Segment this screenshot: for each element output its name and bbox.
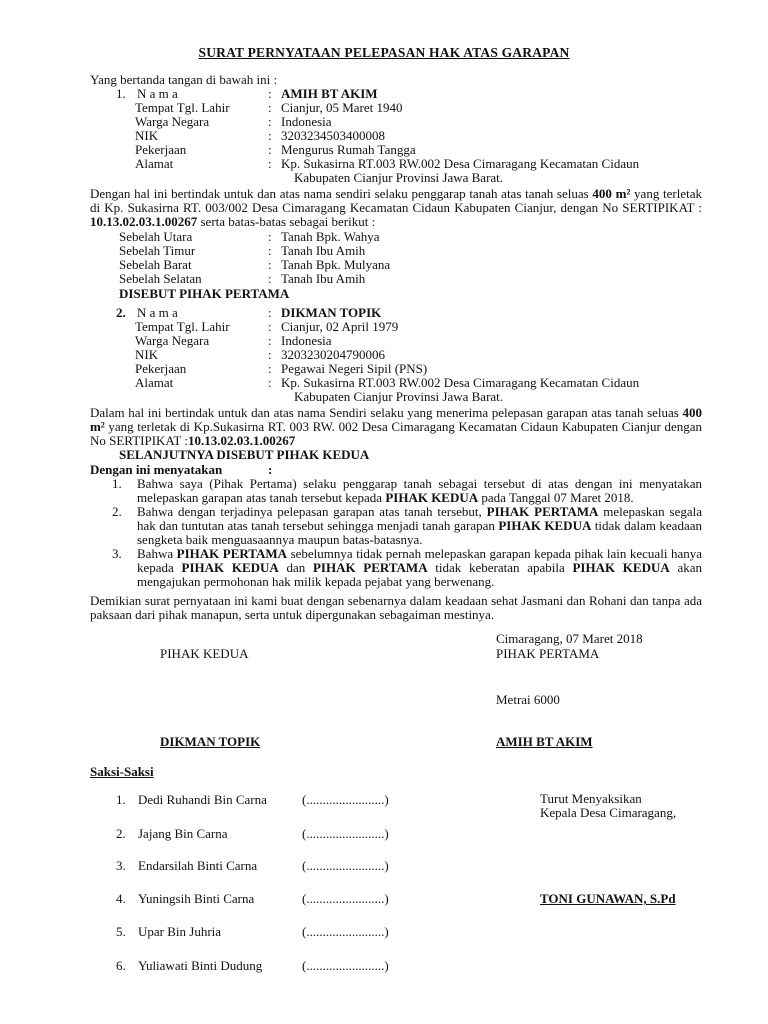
colon: : — [268, 100, 272, 115]
statements-heading: Dengan ini menyatakan — [90, 462, 223, 477]
party2-birth-value: Cianjur, 02 April 1979 — [281, 319, 399, 334]
witness-signature-line: (........................) — [302, 891, 389, 906]
party2-nationality-label: Warga Negara — [135, 333, 210, 348]
party1-birth-label: Tempat Tgl. Lahir — [135, 100, 230, 115]
colon: : — [268, 86, 272, 101]
colon: : — [268, 243, 272, 258]
party2-birth-label: Tempat Tgl. Lahir — [135, 319, 230, 334]
witness-name: Dedi Ruhandi Bin Carna — [138, 792, 267, 807]
witness-number: 4. — [116, 891, 126, 906]
party2-name-label: N a m a — [137, 305, 178, 320]
party1-number: 1. — [116, 86, 126, 101]
stamp-note: Metrai 6000 — [496, 692, 560, 707]
statement-number: 1. — [112, 476, 122, 491]
party1-designation: DISEBUT PIHAK PERTAMA — [119, 286, 290, 301]
witness-name: Yuningsih Binti Carna — [138, 891, 255, 906]
party1-name-label: N a m a — [137, 86, 178, 101]
village-head-name: TONI GUNAWAN, S.Pd — [540, 891, 676, 906]
party1-address-value: Kp. Sukasirna RT.003 RW.002 Desa Cimaragang Kecamatan Cidaun — [281, 156, 640, 171]
border-west-label: Sebelah Barat — [119, 257, 192, 272]
party1-nik-value: 3203234503400008 — [281, 128, 385, 143]
colon: : — [268, 156, 272, 171]
border-south-value: Tanah Ibu Amih — [281, 271, 366, 286]
colon: : — [268, 271, 272, 286]
statement-2: Bahwa dengan terjadinya pelepasan garapan atas tanah tersebut, PIHAK PERTAMA melepaskan segala hak dan tuntutan atas tanah tersebut sehingga menjadi tanah garapan PIHAK KEDUA tidak dalam keadaan sengketa baik menguasaannya maupun batas-batasnya. — [137, 504, 702, 547]
party2-designation: SELANJUTNYA DISEBUT PIHAK KEDUA — [119, 447, 370, 462]
colon: : — [268, 128, 272, 143]
border-north-value: Tanah Bpk. Wahya — [281, 229, 380, 244]
witness-signature-line: (........................) — [302, 924, 389, 939]
party1-job-value: Mengurus Rumah Tangga — [281, 142, 416, 157]
border-south-label: Sebelah Selatan — [119, 271, 202, 286]
witness-name: Yuliawati Binti Dudung — [138, 958, 263, 973]
party2-job-label: Pekerjaan — [135, 361, 187, 376]
first-party-role: PIHAK PERTAMA — [496, 646, 600, 661]
acknowledge-line-2: Kepala Desa Cimaragang, — [540, 805, 677, 820]
witness-number: 3. — [116, 858, 126, 873]
party1-nationality-label: Warga Negara — [135, 114, 210, 129]
colon: : — [268, 361, 272, 376]
party1-nik-label: NIK — [135, 128, 159, 143]
second-party-signature-name: DIKMAN TOPIK — [160, 734, 261, 749]
witness-number: 6. — [116, 958, 126, 973]
colon: : — [268, 142, 272, 157]
statements-colon: : — [268, 462, 273, 477]
document-title: SURAT PERNYATAAN PELEPASAN HAK ATAS GARAPAN — [198, 45, 570, 60]
statement-number: 2. — [112, 504, 122, 519]
party2-paragraph: Dalam hal ini bertindak untuk dan atas nama Sendiri selaku yang menerima pelepasan garapan atas tanah seluas 400 m² yang terletak di Kp.Sukasirna RT. 003 RW. 002 Desa Cimaragang Kecamatan Cidaun Kabupaten Cianjur dengan No SERTIPIKAT :10.13.02.03.1.00267 — [90, 405, 702, 448]
colon: : — [268, 347, 272, 362]
closing-paragraph: Demikian surat pernyataan ini kami buat dengan sebenarnya dalam keadaan sehat Jasmani dan Rohani dan tanpa ada paksaan dari pihak manapun, serta untuk dipergunakan sebagaiman mestinya. — [90, 593, 702, 622]
statement-1: Bahwa saya (Pihak Pertama) selaku penggarap tanah sebagai tersebut di atas dengan ini menyatakan melepaskan garapan atas tanah tersebut kepada PIHAK KEDUA pada Tanggal 07 Maret 2018. — [137, 476, 702, 505]
colon: : — [268, 375, 272, 390]
border-north-label: Sebelah Utara — [119, 229, 193, 244]
witness-signature-line: (........................) — [302, 826, 389, 841]
witness-number: 1. — [116, 792, 126, 807]
border-west-value: Tanah Bpk. Mulyana — [281, 257, 391, 272]
witness-signature-line: (........................) — [302, 858, 389, 873]
party1-address-value-line2: Kabupaten Cianjur Provinsi Jawa Barat. — [294, 170, 504, 185]
party2-name-value: DIKMAN TOPIK — [281, 305, 382, 320]
colon: : — [268, 257, 272, 272]
witness-signature-line: (........................) — [302, 958, 389, 973]
party1-job-label: Pekerjaan — [135, 142, 187, 157]
party2-nik-value: 3203230204790006 — [281, 347, 385, 362]
party2-address-value: Kp. Sukasirna RT.003 RW.002 Desa Cimaragang Kecamatan Cidaun — [281, 375, 640, 390]
party2-address-label: Alamat — [135, 375, 174, 390]
party2-number: 2. — [116, 305, 126, 320]
witness-name: Endarsilah Binti Carna — [138, 858, 258, 873]
statement-number: 3. — [112, 546, 122, 561]
colon: : — [268, 305, 272, 320]
colon: : — [268, 229, 272, 244]
witness-name: Jajang Bin Carna — [138, 826, 228, 841]
colon: : — [268, 114, 272, 129]
party2-address-value-line2: Kabupaten Cianjur Provinsi Jawa Barat. — [294, 389, 504, 404]
border-east-value: Tanah Ibu Amih — [281, 243, 366, 258]
witness-number: 5. — [116, 924, 126, 939]
party1-name-value: AMIH BT AKIM — [281, 86, 378, 101]
first-party-signature-name: AMIH BT AKIM — [496, 734, 593, 749]
party1-address-label: Alamat — [135, 156, 174, 171]
party2-job-value: Pegawai Negeri Sipil (PNS) — [281, 361, 428, 376]
colon: : — [268, 333, 272, 348]
statement-3: Bahwa PIHAK PERTAMA sebelumnya tidak pernah melepaskan garapan kepada pihak lain kecuali hanya kepada PIHAK KEDUA dan PIHAK PERTAMA tidak keberatan apabila PIHAK KEDUA akan mengajukan permohonan hak milik kepada pejabat yang berwenang. — [137, 546, 702, 589]
second-party-role: PIHAK KEDUA — [160, 646, 249, 661]
witnesses-heading: Saksi-Saksi — [90, 764, 154, 779]
intro-line: Yang bertanda tangan di bawah ini : — [90, 72, 278, 87]
witness-name: Upar Bin Juhria — [138, 924, 222, 939]
party2-nationality-value: Indonesia — [281, 333, 332, 348]
border-east-label: Sebelah Timur — [119, 243, 196, 258]
party1-paragraph: Dengan hal ini bertindak untuk dan atas nama sendiri selaku penggarap tanah atas tanah seluas 400 m² yang terletak di Kp. Sukasirna RT. 003/002 Desa Cimaragang Kecamatan Cidaun Kabupaten Cianjur, dengan No SERTIPIKAT : 10.13.02.03.1.00267 serta batas-batas sebagai berikut : — [90, 186, 703, 229]
colon: : — [268, 319, 272, 334]
party1-birth-value: Cianjur, 05 Maret 1940 — [281, 100, 403, 115]
witness-number: 2. — [116, 826, 126, 841]
party2-nik-label: NIK — [135, 347, 159, 362]
place-date: Cimaragang, 07 Maret 2018 — [496, 631, 643, 646]
acknowledge-line-1: Turut Menyaksikan — [540, 791, 642, 806]
party1-nationality-value: Indonesia — [281, 114, 332, 129]
witness-signature-line: (........................) — [302, 792, 389, 807]
